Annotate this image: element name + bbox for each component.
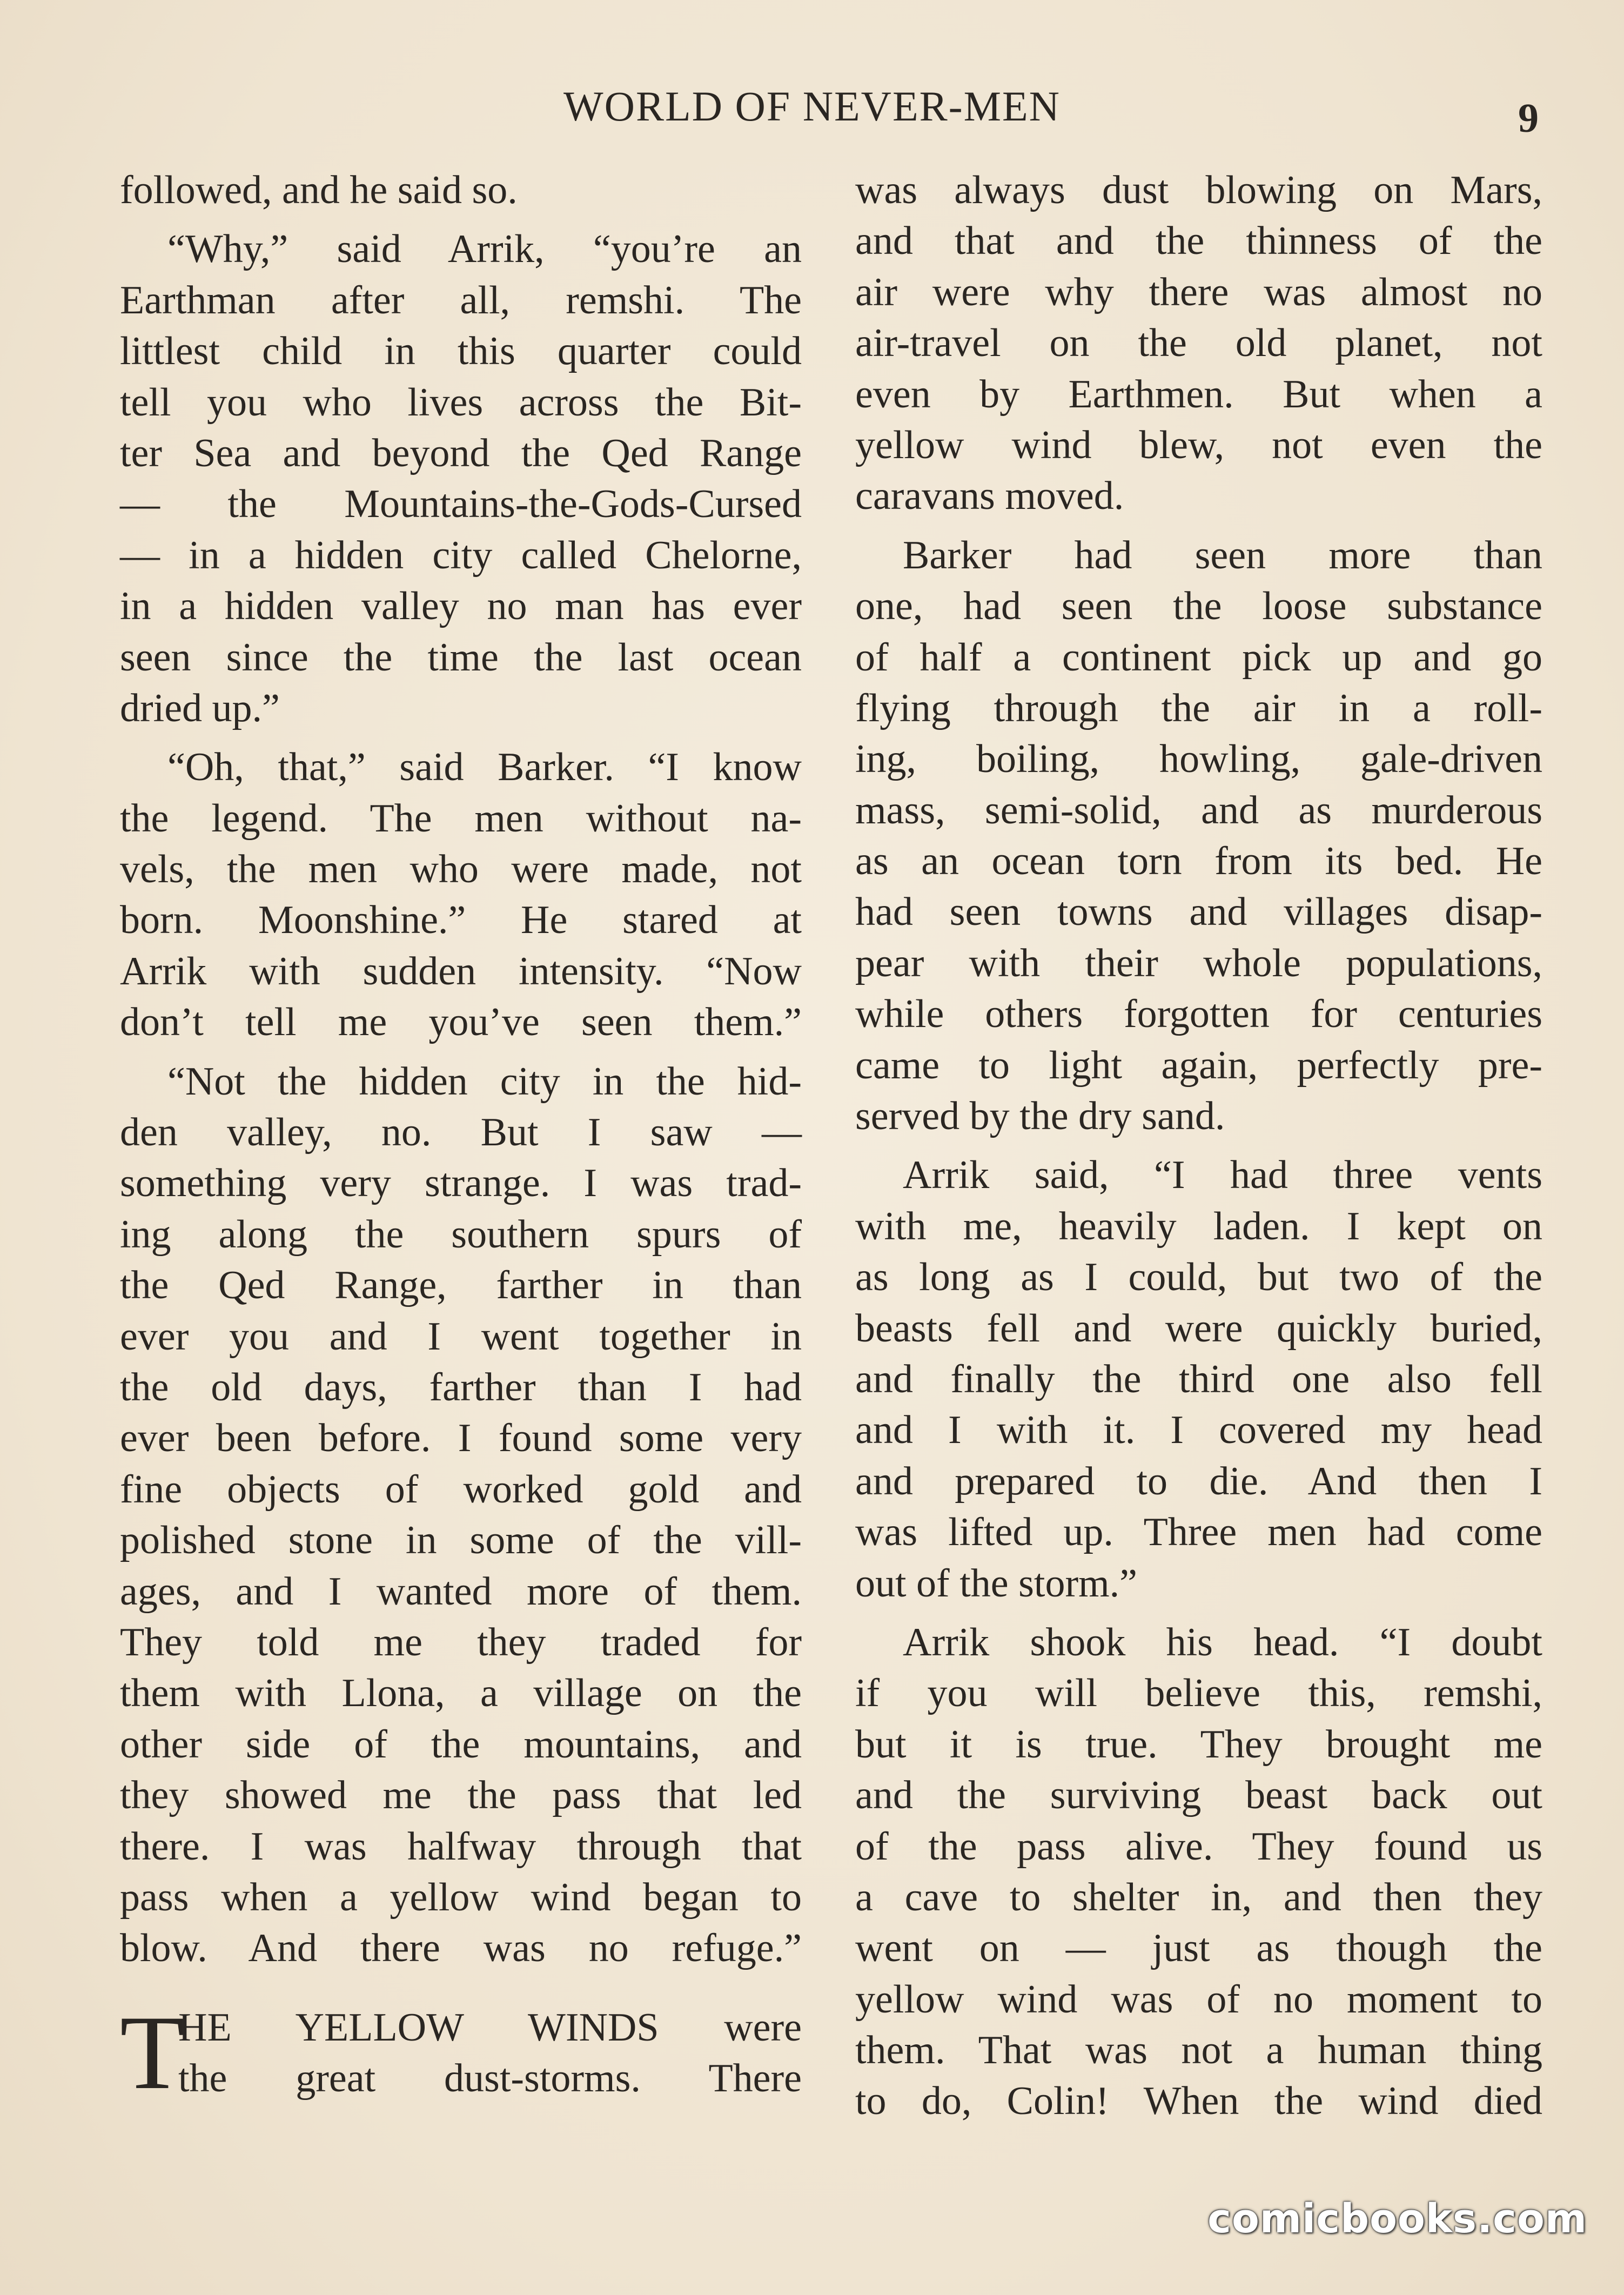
text-line: beasts fell and were quickly buried, (855, 1306, 1542, 1351)
text-line: pear with their whole populations, (855, 941, 1542, 985)
text-line: a cave to shelter in, and then they (855, 1875, 1542, 1920)
section-break-paragraph (120, 1994, 802, 2111)
text-line: polished stone in some of the vill- (120, 1518, 802, 1563)
drop-cap: T (120, 1994, 185, 2111)
text-line: the Qed Range, farther in than (120, 1263, 802, 1308)
text-line: ing, boiling, howling, gale-driven (855, 737, 1542, 782)
text-line: the old days, farther than I had (120, 1365, 802, 1410)
text-line: “Why,” said Arrik, “you’re an (167, 227, 802, 272)
text-line: of half a continent pick up and go (855, 635, 1542, 680)
text-line: something very strange. I was trad- (120, 1161, 802, 1206)
text-line: even by Earthmen. But when a (855, 372, 1542, 417)
text-line: pass when a yellow wind began to (120, 1875, 802, 1920)
text-line: to do, Colin! When the wind died (855, 2079, 1542, 2124)
text-line: served by the dry sand. (855, 1094, 1225, 1139)
text-line: don’t tell me you’ve seen them.” (120, 1000, 802, 1045)
text-line: blow. And there was no refuge.” (120, 1926, 802, 1971)
text-line: and I with it. I covered my head (855, 1408, 1542, 1453)
text-line: had seen towns and villages disap- (855, 890, 1542, 935)
text-line: and that and the thinness of the (855, 219, 1542, 264)
text-line: Arrik with sudden intensity. “Now (120, 949, 802, 994)
text-line: there. I was halfway through that (120, 1824, 802, 1869)
text-line: followed, and he said so. (120, 168, 518, 212)
text-line: Earthman after all, remshi. The (120, 278, 802, 323)
text-line: seen since the time the last ocean (120, 635, 802, 680)
text-line: and finally the third one also fell (855, 1357, 1542, 1401)
text-line: vels, the men who were made, not (120, 847, 802, 892)
text-line: ages, and I wanted more of them. (120, 1569, 802, 1614)
text-line: ever you and I went together in (120, 1314, 802, 1359)
text-line: — in a hidden city called Chelorne, (120, 533, 802, 578)
text-line: yellow wind was of no moment to (855, 1977, 1542, 2022)
text-line: born. Moonshine.” He stared at (120, 898, 802, 943)
left-column (120, 165, 802, 2111)
text-line: them. That was not a human thing (855, 2028, 1542, 2073)
page-number: 9 (1518, 96, 1539, 141)
text-line: yellow wind blew, not even the (855, 422, 1542, 467)
running-title: WORLD OF NEVER-MEN (563, 83, 1061, 130)
text-line: other side of the mountains, and (120, 1722, 802, 1767)
text-line: was always dust blowing on Mars, (855, 168, 1542, 212)
text-line: ter Sea and beyond the Qed Range (120, 431, 802, 475)
text-line: ever been before. I found some very (120, 1416, 802, 1461)
text-line: — the Mountains-the-Gods-Cursed (120, 482, 802, 527)
text-line: one, had seen the loose substance (855, 584, 1542, 629)
text-line: caravans moved. (855, 474, 1124, 519)
right-column (855, 165, 1542, 2127)
text-line: as an ocean torn from its bed. He (855, 839, 1542, 884)
text-line: they showed me the pass that led (120, 1773, 802, 1818)
text-line: and prepared to die. And then I (855, 1459, 1542, 1504)
text-line: ing along the southern spurs of (120, 1212, 802, 1257)
text-line: mass, semi-solid, and as murderous (855, 788, 1542, 833)
text-line: Barker had seen more than (903, 533, 1542, 578)
text-line: while others forgotten for centuries (855, 992, 1542, 1037)
text-line: They told me they traded for (120, 1620, 802, 1665)
text-line: was lifted up. Three men had come (855, 1510, 1542, 1555)
text-line: dried up.” (120, 686, 280, 730)
text-line: littlest child in this quarter could (120, 329, 802, 374)
text-line: fine objects of worked gold and (120, 1467, 802, 1512)
text-line: air-travel on the old planet, not (855, 321, 1542, 366)
text-line: as long as I could, but two of the (855, 1255, 1542, 1300)
text-line: “Oh, that,” said Barker. “I know (167, 745, 802, 790)
text-line: den valley, no. But I saw — (120, 1110, 802, 1155)
text-line: came to light again, perfectly pre- (855, 1043, 1542, 1088)
text-line: the great dust-storms. There (178, 2056, 802, 2101)
text-line: Arrik shook his head. “I doubt (903, 1620, 1542, 1665)
text-line: HE YELLOW WINDS were (178, 2005, 802, 2050)
text-line: the legend. The men without na- (120, 796, 802, 841)
text-line: if you will believe this, remshi, (855, 1671, 1542, 1716)
text-line: of the pass alive. They found us (855, 1824, 1542, 1869)
text-line: them with Llona, a village on the (120, 1671, 802, 1716)
text-line: but it is true. They brought me (855, 1722, 1542, 1767)
text-line: out of the storm.” (855, 1561, 1138, 1606)
text-line: tell you who lives across the Bit- (120, 380, 802, 425)
text-line: “Not the hidden city in the hid- (167, 1059, 802, 1104)
text-line: went on — just as though the (855, 1926, 1542, 1971)
text-line: and the surviving beast back out (855, 1773, 1542, 1818)
text-line: in a hidden valley no man has ever (120, 584, 802, 629)
text-line: air were why there was almost no (855, 270, 1542, 314)
text-line: Arrik said, “I had three vents (903, 1153, 1542, 1198)
watermark-logo: comicbooks.com (1207, 2196, 1587, 2242)
text-line: flying through the air in a roll- (855, 686, 1542, 730)
text-line: with me, heavily laden. I kept on (855, 1204, 1542, 1249)
